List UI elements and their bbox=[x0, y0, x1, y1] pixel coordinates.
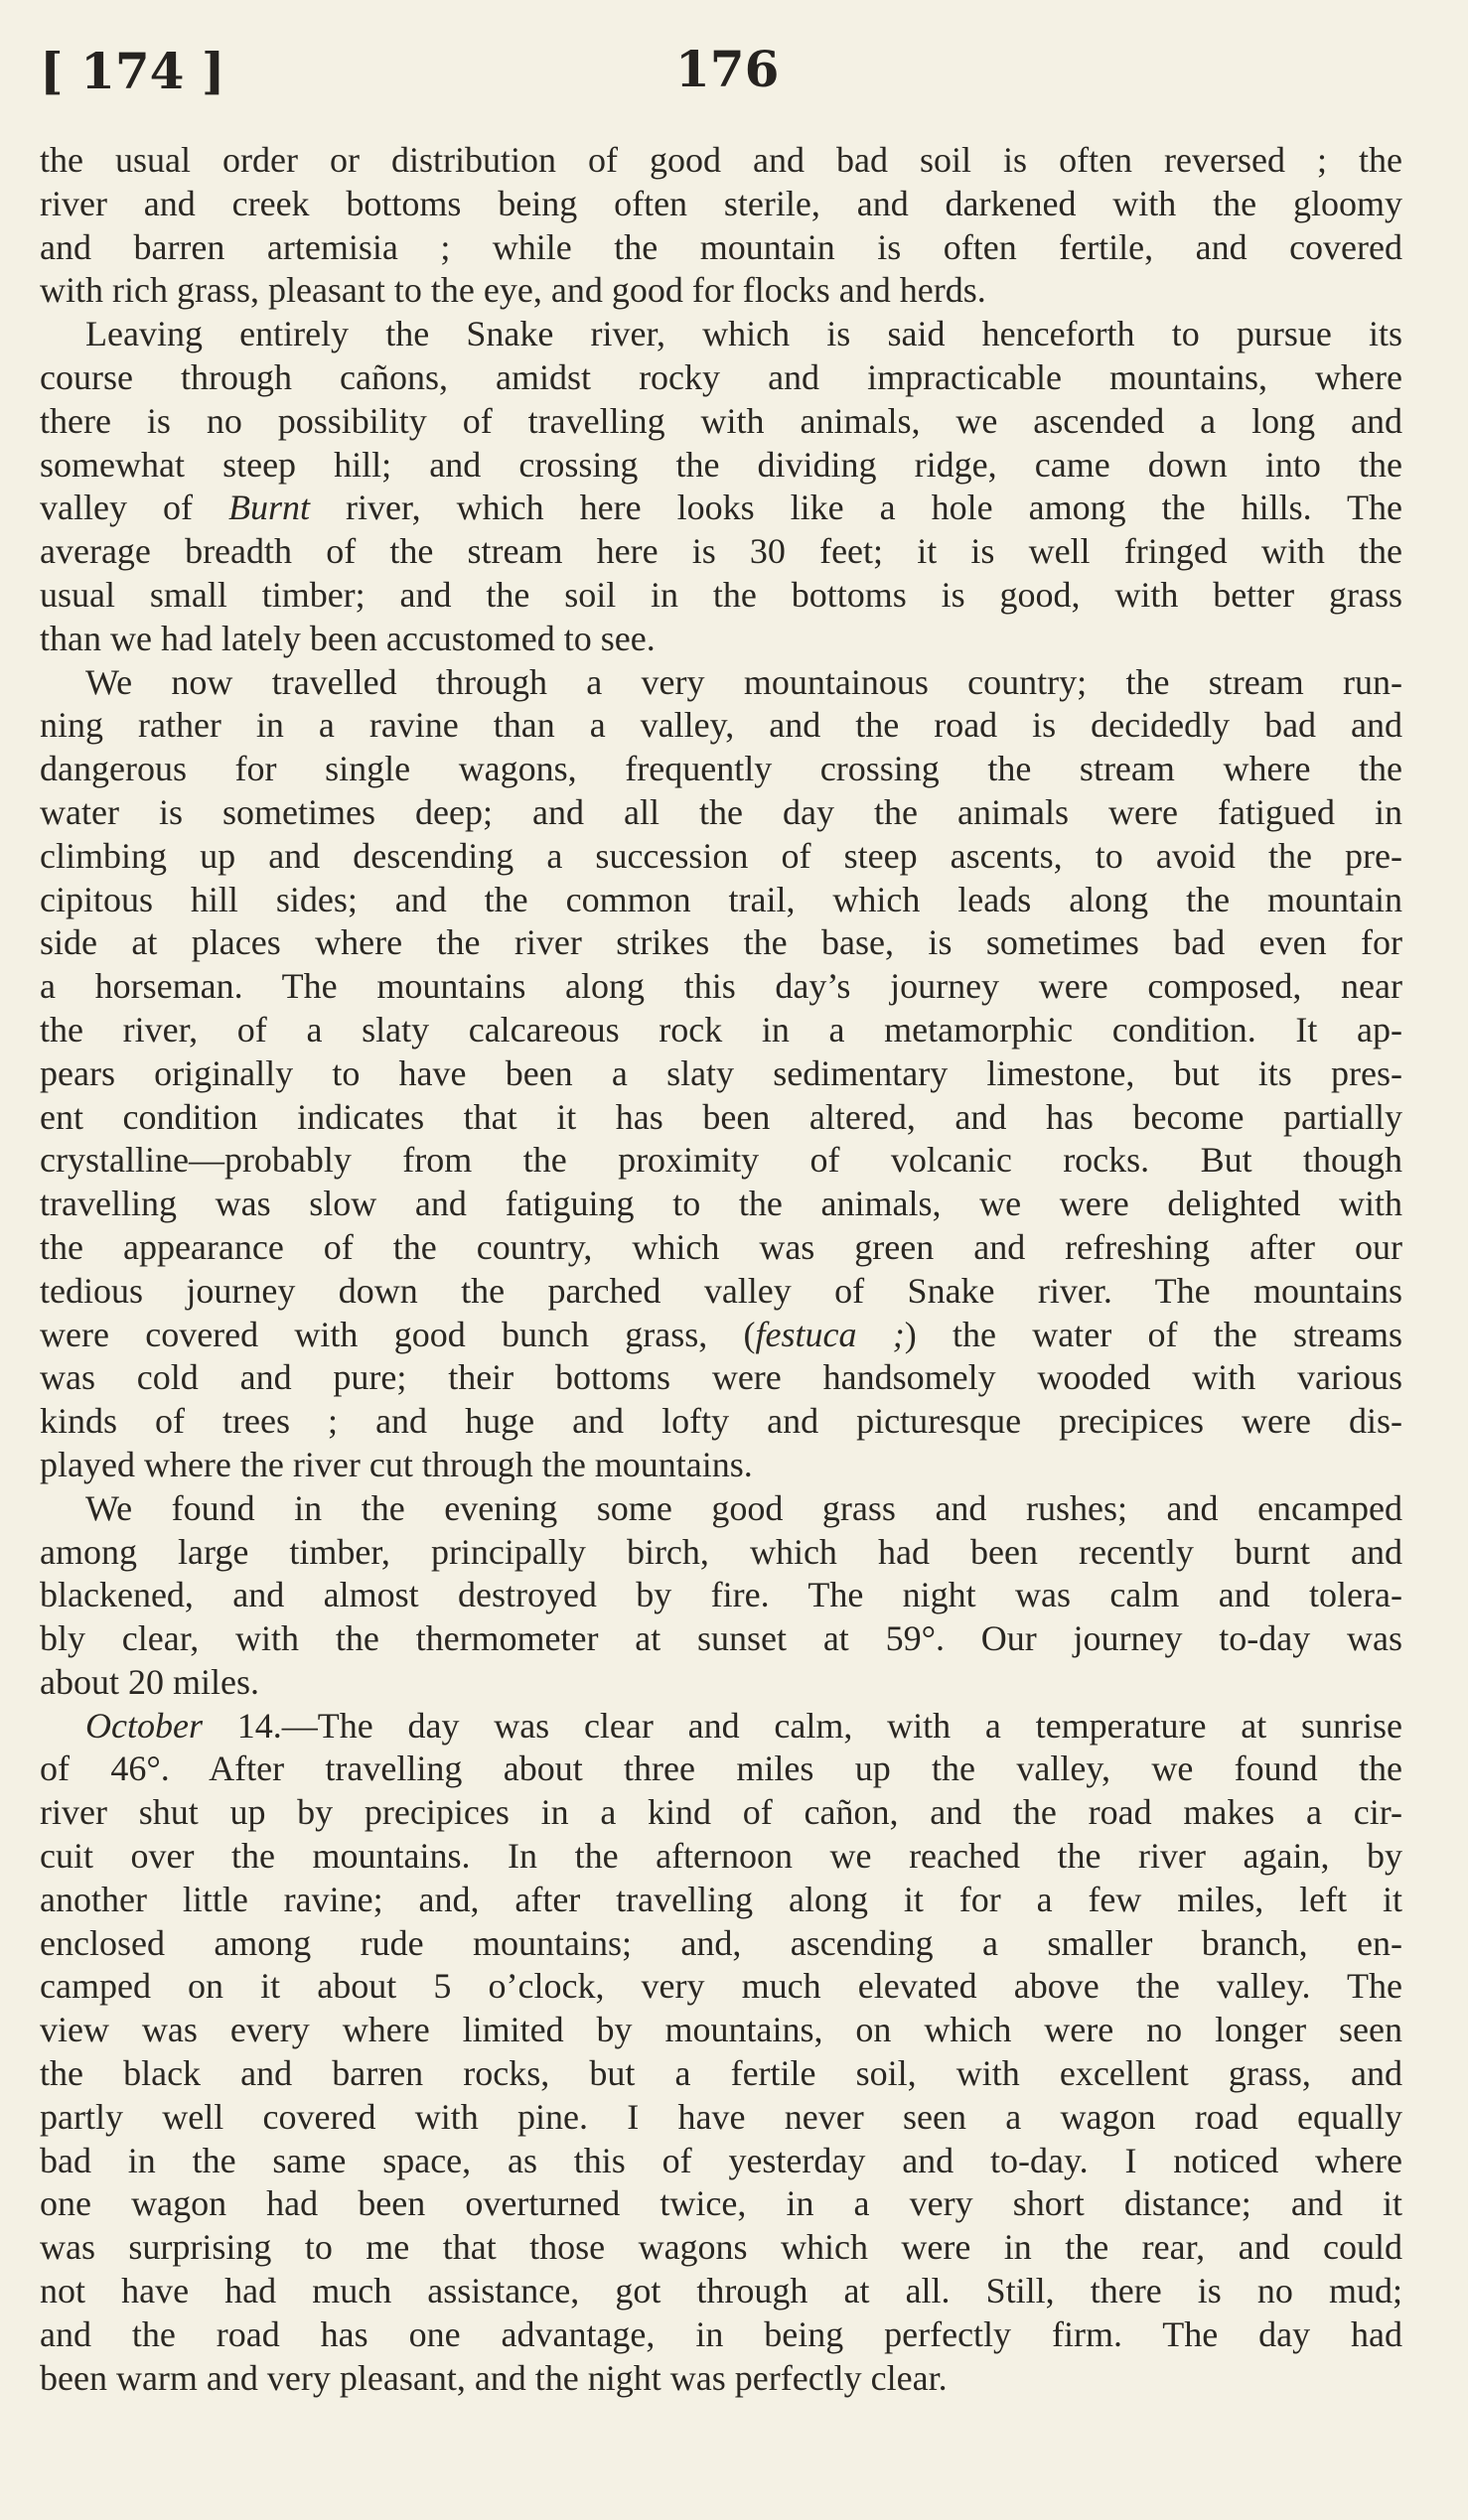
text-line: not have had much assistance, got through at all. Still, there is no mud; bbox=[40, 2271, 1402, 2311]
text-line: somewhat steep hill; and crossing the dividing ridge, came down into the bbox=[40, 444, 1402, 485]
text-line: of 46°. After travelling about three miles up the valley, we found the bbox=[40, 1749, 1402, 1789]
text-line: and barren artemisia ; while the mountain is often fertile, and covered bbox=[40, 226, 1402, 267]
italic-text: Burnt bbox=[228, 488, 311, 528]
text-line: climbing up and descending a succession of steep ascents, to avoid the pre- bbox=[40, 835, 1402, 876]
text-line: among large timber, principally birch, which had been recently burnt and bbox=[40, 1531, 1402, 1572]
text-line: ent condition indicates that it has been altered, and has become partially bbox=[40, 1096, 1402, 1137]
text-line: We now travelled through a very mountainous country; the stream run- bbox=[85, 661, 1402, 702]
text-line: pears originally to have been a slaty sedimentary limestone, but its pres- bbox=[40, 1052, 1402, 1093]
text-line: crystalline—probably from the proximity of volcanic rocks. But though bbox=[40, 1140, 1402, 1181]
text-line: camped on it about 5 o’clock, very much elevated above the valley. The bbox=[40, 1966, 1402, 2007]
text-segment: were covered with good bunch grass, ( bbox=[40, 1314, 756, 1354]
text-line: the appearance of the country, which was green and refreshing after our bbox=[40, 1226, 1402, 1267]
text-line: We found in the evening some good grass and rushes; and encamped bbox=[85, 1487, 1402, 1528]
text-line: kinds of trees ; and huge and lofty and picturesque precipices were dis- bbox=[40, 1401, 1402, 1442]
text-line bbox=[40, 1705, 1402, 1749]
italic-text: festuca ; bbox=[755, 1314, 905, 1354]
text-line: side at places where the river strikes the base, is sometimes bad even for bbox=[40, 922, 1402, 963]
text-line: travelling was slow and fatiguing to the animals, we were delighted with bbox=[40, 1184, 1402, 1224]
text-line: river shut up by precipices in a kind of cañon, and the road makes a cir- bbox=[40, 1792, 1402, 1833]
text-line: there is no possibility of travelling with animals, we ascended a long and bbox=[40, 400, 1402, 441]
text-line: the black and barren rocks, but a fertile soil, with excellent grass, and bbox=[40, 2053, 1402, 2094]
page-header bbox=[40, 30, 1428, 109]
text-line: ning rather in a ravine than a valley, and the road is decidedly bad and bbox=[40, 705, 1402, 746]
page-number: 176 bbox=[675, 40, 780, 98]
text-segment: ) the water of the streams bbox=[904, 1314, 1402, 1354]
text-line: was surprising to me that those wagons which were in the rear, and could bbox=[40, 2227, 1402, 2268]
text-line: cuit over the mountains. In the afternoon we reached the river again, by bbox=[40, 1836, 1402, 1877]
text-segment: river, which here looks like a hole among the hills. The bbox=[310, 488, 1403, 528]
text-line: a horseman. The mountains along this day’s journey were composed, near bbox=[40, 966, 1402, 1007]
text-line: bad in the same space, as this of yesterday and to-day. I noticed where bbox=[40, 2140, 1402, 2180]
body-text bbox=[40, 139, 1402, 2400]
text-line bbox=[40, 487, 1402, 530]
text-line bbox=[40, 1314, 1402, 1357]
text-line: bly clear, with the thermometer at sunset at 59°. Our journey to-day was bbox=[40, 1618, 1402, 1659]
text-line: enclosed among rude mountains; and, ascending a smaller branch, en- bbox=[40, 1922, 1402, 1963]
text-line: and the road has one advantage, in being perfectly firm. The day had bbox=[40, 2313, 1402, 2354]
text-line: Leaving entirely the Snake river, which is said henceforth to pursue its bbox=[85, 314, 1402, 354]
text-line: usual small timber; and the soil in the bottoms is good, with better grass bbox=[40, 574, 1402, 615]
bracketed-page-number: [ 174 ] bbox=[40, 42, 225, 100]
text-segment: 14.—The day was clear and calm, with a temperature at sunrise bbox=[202, 1705, 1402, 1746]
text-line: the river, of a slaty calcareous rock in a metamorphic condition. It ap- bbox=[40, 1009, 1402, 1050]
text-line: played where the river cut through the mountains. bbox=[40, 1444, 753, 1484]
text-line: partly well covered with pine. I have never seen a wagon road equally bbox=[40, 2096, 1402, 2137]
text-line: the usual order or distribution of good and bad soil is often reversed ; the bbox=[40, 140, 1402, 180]
text-line: about 20 miles. bbox=[40, 1661, 259, 1702]
text-segment: valley of bbox=[40, 488, 229, 528]
text-line: river and creek bottoms being often sterile, and darkened with the gloomy bbox=[40, 183, 1402, 223]
text-line: average breadth of the stream here is 30 feet; it is well fringed with the bbox=[40, 531, 1402, 572]
text-line: one wagon had been overturned twice, in a very short distance; and it bbox=[40, 2183, 1402, 2224]
text-line: than we had lately been accustomed to see. bbox=[40, 618, 656, 658]
text-line: another little ravine; and, after travelling along it for a few miles, left it bbox=[40, 1879, 1402, 1919]
italic-text: October bbox=[85, 1705, 203, 1746]
text-line: view was every where limited by mountains, on which were no longer seen bbox=[40, 2010, 1402, 2050]
text-line: water is sometimes deep; and all the day the animals were fatigued in bbox=[40, 791, 1402, 832]
text-line: dangerous for single wagons, frequently crossing the stream where the bbox=[40, 749, 1402, 789]
text-line: been warm and very pleasant, and the night was perfectly clear. bbox=[40, 2357, 948, 2398]
text-line: cipitous hill sides; and the common trail, which leads along the mountain bbox=[40, 879, 1402, 919]
text-line: was cold and pure; their bottoms were handsomely wooded with various bbox=[40, 1357, 1402, 1398]
text-line: with rich grass, pleasant to the eye, and good for flocks and herds. bbox=[40, 270, 986, 311]
text-line: course through cañons, amidst rocky and impracticable mountains, where bbox=[40, 356, 1402, 397]
text-line: tedious journey down the parched valley of Snake river. The mountains bbox=[40, 1270, 1402, 1311]
text-line: blackened, and almost destroyed by fire. The night was calm and tolera- bbox=[40, 1575, 1402, 1615]
